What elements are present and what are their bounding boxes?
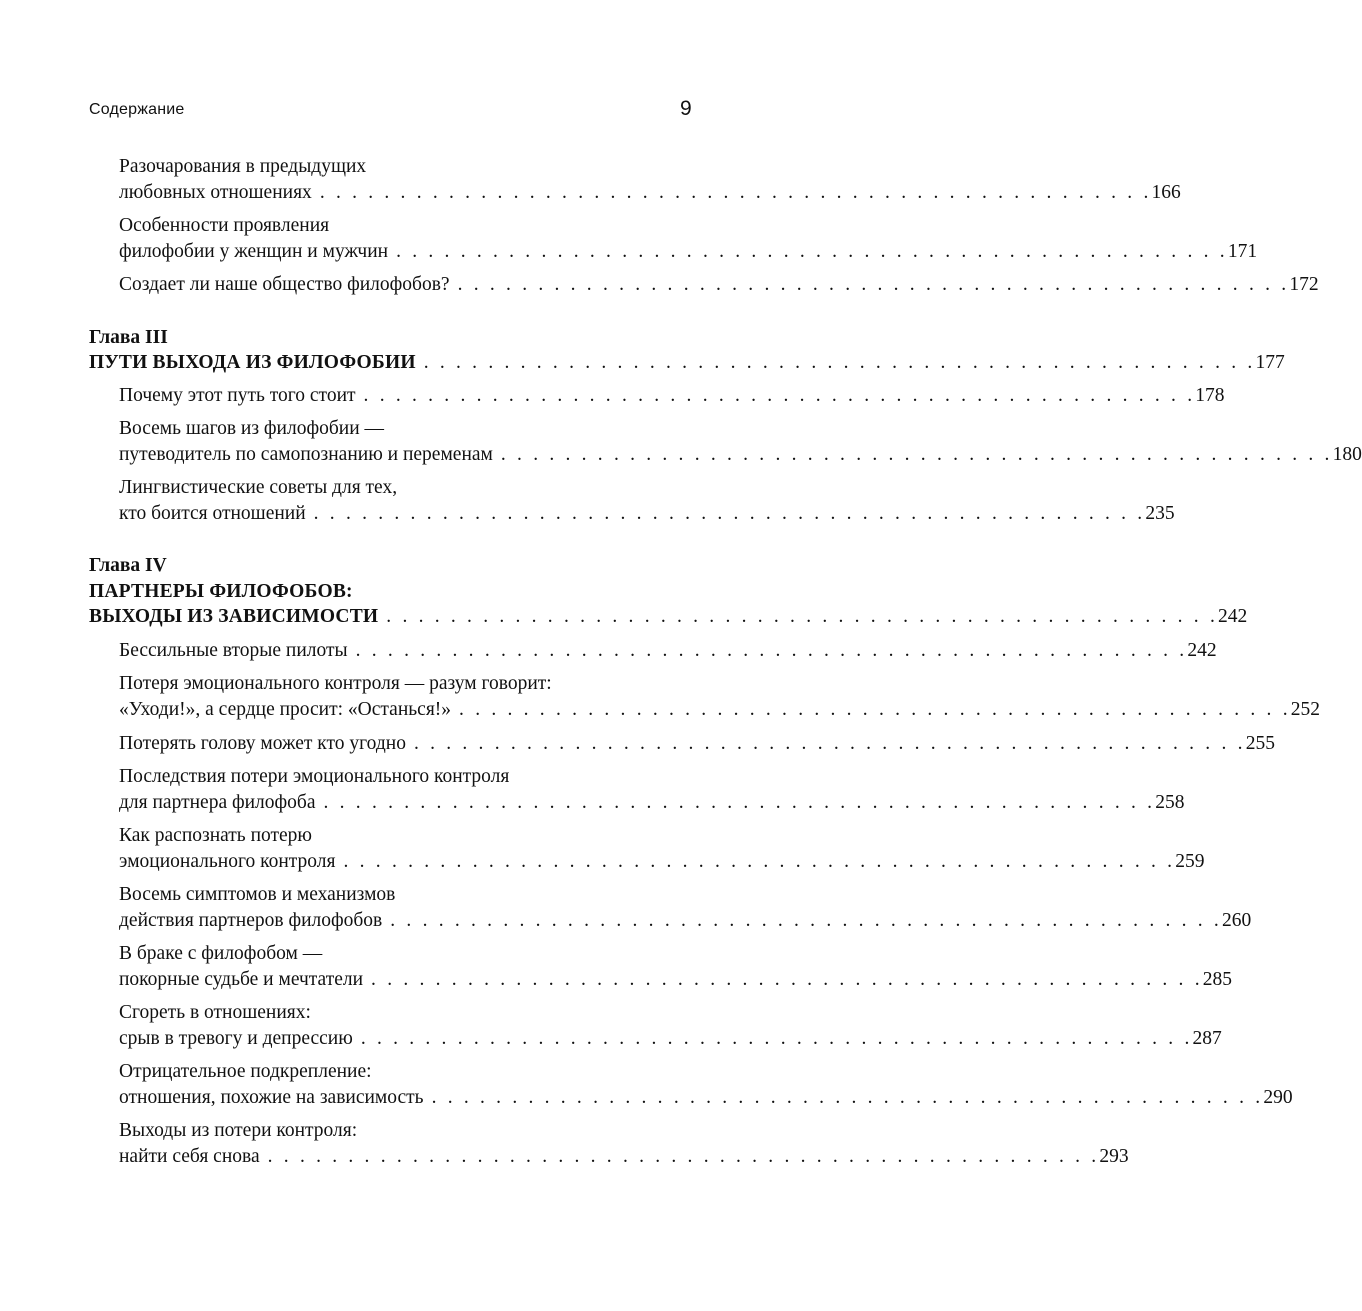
toc-entry-line: Создает ли наше общество филофобов?	[119, 274, 450, 295]
leader-dots: . . . . . . . . . . . . . . . . . . . . . . . . . . . . . . . . . . . . . . . . . . . . . . . . . . . .	[355, 640, 1188, 661]
toc-entry-leader-line	[119, 967, 1233, 993]
toc-entry-leader-line	[119, 697, 1321, 723]
toc-entry-page: 171	[1227, 241, 1258, 262]
chapter-title: ПАРТНЕРЫ ФИЛОФОБОВ:	[89, 581, 353, 602]
toc-entry-line: покорные судьбе и мечтатели	[119, 969, 364, 990]
toc-entry-page: 235	[1145, 503, 1175, 524]
leader-dots: . . . . . . . . . . . . . . . . . . . . . . . . . . . . . . . . . . . . . . . . . . . . . . . . . . . .	[323, 792, 1156, 813]
running-title: Содержание	[89, 101, 185, 118]
leader-dots: . . . . . . . . . . . . . . . . . . . . . . . . . . . . . . . . . . . . . . . . . . . . . . . . . . . .	[319, 182, 1152, 203]
toc-entry-line: найти себя снова	[119, 1146, 260, 1167]
toc-entry-leader-line	[119, 1026, 1222, 1052]
toc-entry-leader-line	[119, 180, 1181, 206]
toc-entry-page: 255	[1245, 733, 1275, 754]
toc-entry-leader-line	[119, 272, 1319, 298]
toc-entry-page: 285	[1202, 969, 1233, 990]
toc-entry-page: 260	[1222, 910, 1252, 931]
toc-entry-line: путеводитель по самопознанию и переменам	[119, 444, 493, 465]
toc-entry-page: 259	[1175, 851, 1205, 872]
toc-entry-page: 166	[1151, 182, 1181, 203]
toc-entry-line: Как распознать потерю	[119, 825, 313, 846]
toc-entry-line: Восемь шагов из филофобии —	[119, 418, 385, 439]
leader-dots: . . . . . . . . . . . . . . . . . . . . . . . . . . . . . . . . . . . . . . . . . . . . . . . . . . . .	[371, 969, 1203, 990]
toc-entry-page: 178	[1195, 385, 1225, 406]
toc-entry-line: Потеря эмоционального контроля — разум говорит:	[119, 673, 552, 694]
page-number: 9	[680, 97, 692, 120]
toc-entry-line: Лингвистические советы для тех,	[119, 477, 398, 498]
toc-entry-page: 293	[1099, 1146, 1129, 1167]
chapter-title-leader-line[interactable]	[89, 350, 1285, 376]
leader-dots: . . . . . . . . . . . . . . . . . . . . . . . . . . . . . . . . . . . . . . . . . . . . . . . . . . . .	[313, 503, 1146, 524]
toc-entry-page: 258	[1155, 792, 1185, 813]
leader-dots: . . . . . . . . . . . . . . . . . . . . . . . . . . . . . . . . . . . . . . . . . . . . . . . . . . . .	[459, 699, 1291, 720]
chapter-title-leader-line[interactable]	[89, 604, 1248, 630]
toc-entry-line: действия партнеров филофобов	[119, 910, 383, 931]
toc-entry-line: Последствия потери эмоционального контроля	[119, 766, 510, 787]
toc-entry-leader-line	[119, 383, 1225, 409]
toc-entry-line: кто боится отношений	[119, 503, 306, 524]
leader-dots: . . . . . . . . . . . . . . . . . . . . . . . . . . . . . . . . . . . . . . . . . . . . . . . . . . . .	[431, 1087, 1264, 1108]
toc-entry-page: 290	[1263, 1087, 1293, 1108]
chapter-label: Глава IV	[89, 555, 167, 576]
toc-entry-line: срыв в тревогу и депрессию	[119, 1028, 353, 1049]
chapter-page: 242	[1218, 606, 1248, 627]
toc-entry-leader-line	[119, 1144, 1129, 1170]
chapter-title: ПУТИ ВЫХОДА ИЗ ФИЛОФОБИИ	[89, 352, 416, 373]
toc-entry-leader-line	[119, 638, 1217, 664]
toc-entry-line: для партнера филофоба	[119, 792, 316, 813]
toc-entry-page: 252	[1290, 699, 1321, 720]
toc-entry-leader-line	[119, 442, 1362, 468]
chapter-page: 177	[1255, 352, 1285, 373]
toc-entry-leader-line	[119, 501, 1175, 527]
leader-dots: . . . . . . . . . . . . . . . . . . . . . . . . . . . . . . . . . . . . . . . . . . . . . . . . . . . .	[267, 1146, 1100, 1167]
leader-dots: . . . . . . . . . . . . . . . . . . . . . . . . . . . . . . . . . . . . . . . . . . . . . . . . . . . .	[396, 241, 1228, 262]
toc-entry-leader-line	[119, 1085, 1293, 1111]
toc-entry-line: любовных отношениях	[119, 182, 312, 203]
toc-entry-line: Разочарования в предыдущих	[119, 156, 367, 177]
toc-entry-line: эмоционального контроля	[119, 851, 336, 872]
toc-entry-line: филофобии у женщин и мужчин	[119, 241, 389, 262]
toc-entry-line: «Уходи!», а сердце просит: «Останься!»	[119, 699, 452, 720]
toc-entry-page: 172	[1289, 274, 1319, 295]
toc-entry-line: отношения, похожие на зависимость	[119, 1087, 424, 1108]
toc-entry-page: 287	[1192, 1028, 1222, 1049]
toc-entry-leader-line	[119, 239, 1258, 265]
leader-dots: . . . . . . . . . . . . . . . . . . . . . . . . . . . . . . . . . . . . . . . . . . . . . . . . . . . .	[390, 910, 1223, 931]
leader-dots: . . . . . . . . . . . . . . . . . . . . . . . . . . . . . . . . . . . . . . . . . . . . . . . . . . . .	[423, 352, 1256, 373]
toc-entry-line: Отрицательное подкрепление:	[119, 1061, 372, 1082]
leader-dots: . . . . . . . . . . . . . . . . . . . . . . . . . . . . . . . . . . . . . . . . . . . . . . . . . . . .	[363, 385, 1196, 406]
toc-entry-leader-line	[119, 849, 1205, 875]
toc-entry-line: Потерять голову может кто угодно	[119, 733, 406, 754]
leader-dots: . . . . . . . . . . . . . . . . . . . . . . . . . . . . . . . . . . . . . . . . . . . . . . . . . . . .	[343, 851, 1176, 872]
leader-dots: . . . . . . . . . . . . . . . . . . . . . . . . . . . . . . . . . . . . . . . . . . . . . . . . . . . .	[360, 1028, 1193, 1049]
toc-entry-leader-line	[119, 790, 1185, 816]
leader-dots: . . . . . . . . . . . . . . . . . . . . . . . . . . . . . . . . . . . . . . . . . . . . . . . . . . . .	[386, 606, 1219, 627]
leader-dots: . . . . . . . . . . . . . . . . . . . . . . . . . . . . . . . . . . . . . . . . . . . . . . . . . . . .	[413, 733, 1246, 754]
toc-entry-leader-line	[119, 908, 1252, 934]
toc-entry-page: 242	[1187, 640, 1217, 661]
toc-entry-leader-line	[119, 731, 1275, 757]
chapter-title: ВЫХОДЫ ИЗ ЗАВИСИМОСТИ	[89, 606, 379, 627]
leader-dots: . . . . . . . . . . . . . . . . . . . . . . . . . . . . . . . . . . . . . . . . . . . . . . . . . . . .	[457, 274, 1290, 295]
toc-entry-line: Выходы из потери контроля:	[119, 1120, 358, 1141]
toc-entry-line: В браке с филофобом —	[119, 943, 323, 964]
leader-dots: . . . . . . . . . . . . . . . . . . . . . . . . . . . . . . . . . . . . . . . . . . . . . . . . . . . .	[500, 444, 1333, 465]
toc-entry-line: Восемь симптомов и механизмов	[119, 884, 396, 905]
toc-entry-page: 180	[1332, 444, 1362, 465]
toc-entry-line: Особенности проявления	[119, 215, 330, 236]
toc-entry-line: Сгореть в отношениях:	[119, 1002, 311, 1023]
chapter-label: Глава III	[89, 327, 168, 348]
toc-entry-line: Почему этот путь того стоит	[119, 385, 356, 406]
toc-entry-line: Бессильные вторые пилоты	[119, 640, 348, 661]
